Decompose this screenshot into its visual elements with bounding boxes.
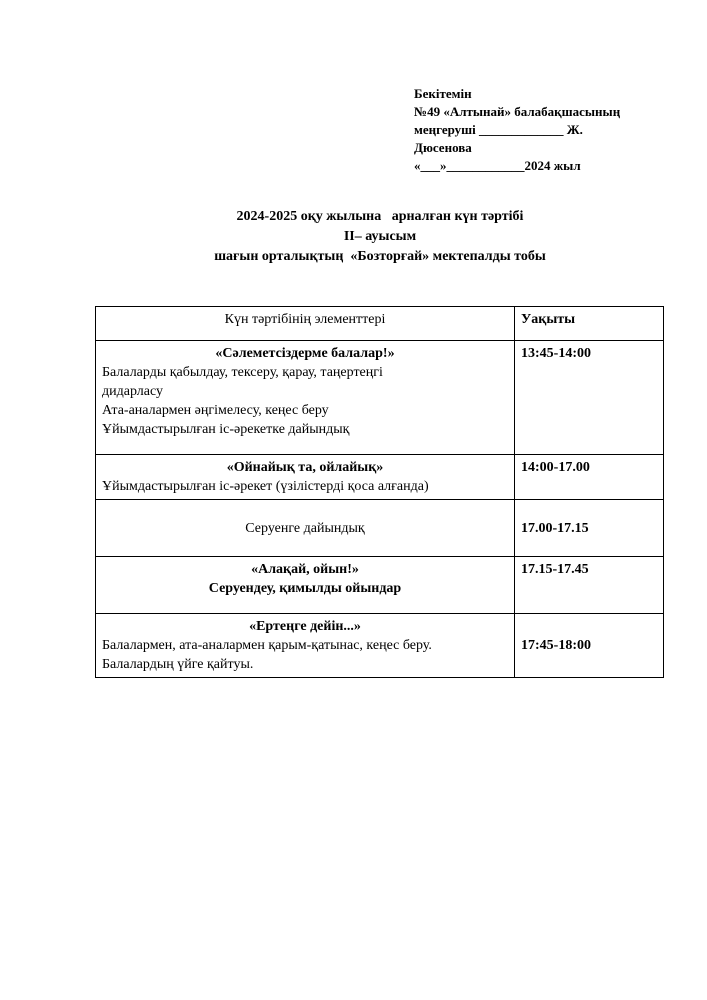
- table-header-row: [96, 307, 664, 341]
- approval-line: «___»____________2024 жыл: [414, 158, 581, 173]
- approval-block: [414, 85, 694, 175]
- document-heading: [95, 207, 665, 267]
- row-elements: [96, 614, 515, 678]
- row-time: 17.15-17.45: [515, 557, 664, 614]
- row-title: «Сәлеметсіздерме балалар!»: [215, 346, 395, 361]
- table-row: [96, 455, 664, 500]
- approval-line: №49 «Алтынай» балабақшасының: [414, 104, 621, 119]
- approval-line: Дюсенова: [414, 140, 472, 155]
- row-time: 14:00-17.00: [515, 455, 664, 500]
- row-line: Ата-аналармен әңгімелесу, кеңес беру: [102, 403, 329, 418]
- header-time: Уақыты: [515, 307, 664, 341]
- row-elements: [96, 557, 515, 614]
- row-title: «Ойнайық та, ойлайық»: [226, 460, 384, 475]
- row-line: Ұйымдастырылған іс-әрекет (үзілістерді қоса алғанда): [102, 479, 429, 494]
- row-line: Балаларды қабылдау, тексеру, қарау, таңертеңгі: [102, 365, 383, 380]
- row-line: Балалардың үйге қайтуы.: [102, 657, 254, 672]
- heading-shift: II– ауысым: [343, 229, 417, 244]
- approval-line: Бекітемін: [414, 86, 472, 101]
- heading-group: шағын орталықтың «Бозторғай» мектепалды тобы: [214, 249, 546, 264]
- table-row: [96, 557, 664, 614]
- row-time: 13:45-14:00: [515, 341, 664, 455]
- row-title: «Ертеңге дейін...»: [249, 619, 361, 634]
- row-title: Серуенге дайындық: [245, 520, 365, 536]
- row-line: Ұйымдастырылған іс-әрекетке дайындық: [102, 422, 350, 437]
- header-elements: Күн тәртібінің элементтері: [96, 307, 515, 341]
- row-line: дидарласу: [102, 384, 163, 399]
- table-row: [96, 614, 664, 678]
- approval-line: меңгеруші _____________ Ж.: [414, 122, 583, 137]
- row-elements: [96, 455, 515, 500]
- row-line: Балалармен, ата-аналармен қарым-қатынас, кеңес беру.: [102, 638, 432, 653]
- row-title: «Алақай, ойын!»: [251, 562, 359, 577]
- table-row: [96, 341, 664, 455]
- row-time: 17.00-17.15: [515, 500, 664, 557]
- heading-title: 2024-2025 оқу жылына арналған күн тәртібі: [236, 209, 524, 224]
- row-time: 17:45-18:00: [515, 614, 664, 678]
- row-subtitle: Серуендеу, қимылды ойындар: [208, 581, 402, 596]
- row-elements: [96, 500, 515, 557]
- schedule-table: [95, 306, 664, 678]
- table-row: [96, 500, 664, 557]
- row-elements: [96, 341, 515, 455]
